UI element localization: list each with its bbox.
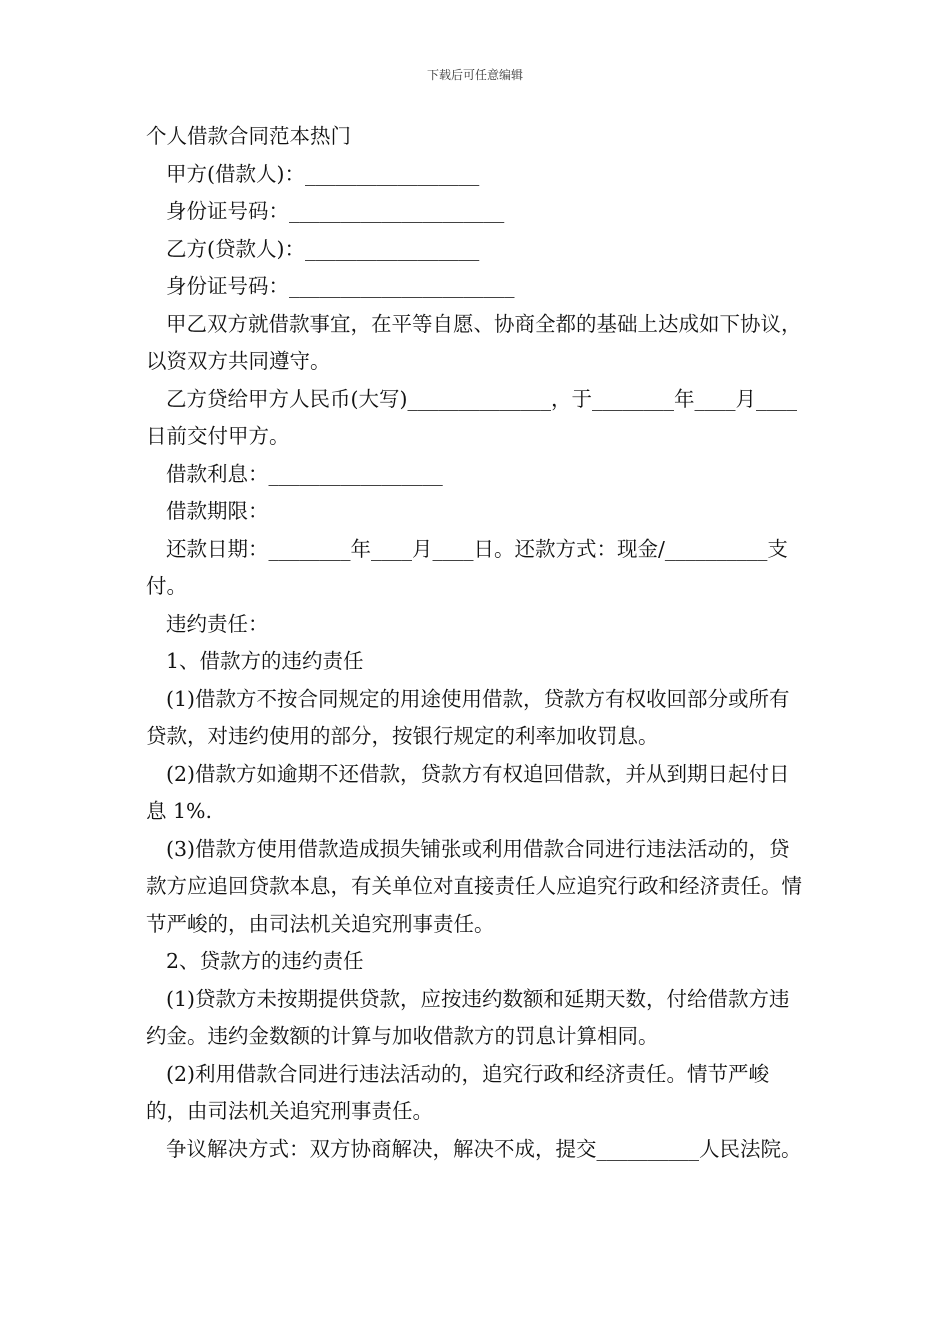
lender-line: 乙方(贷款人)：_________________ xyxy=(166,236,480,261)
liability-heading: 违约责任： xyxy=(166,611,269,636)
document-title: 个人借款合同范本热门 xyxy=(146,124,351,148)
lender-liability-heading: 2、贷款方的违约责任 xyxy=(166,949,364,973)
loan-interest-line: 借款利息：_________________ xyxy=(166,461,443,486)
dispute-resolution-clause: 争议解决方式：双方协商解决，解决不成，提交__________人民法院。 xyxy=(166,1136,802,1161)
lender-liability-item-1: (1)贷款方未按期提供贷款，应按违约数额和延期天数，付给借款方违约金。违约金数额的计算与加收借款方的罚息计算相同。 xyxy=(146,986,790,1048)
loan-amount-clause: 乙方贷给甲方人民币(大写)______________，于________年____月____日前交付甲方。 xyxy=(146,386,797,448)
borrower-line: 甲方(借款人)：_________________ xyxy=(166,161,480,186)
borrower-liability-heading: 1、借款方的违约责任 xyxy=(166,649,364,673)
contract-body xyxy=(146,118,810,1168)
borrower-liability-item-1: (1)借款方不按合同规定的用途使用借款，贷款方有权收回部分或所有贷款，对违约使用的部分，按银行规定的利率加收罚息。 xyxy=(146,686,790,748)
agreement-intro: 甲乙双方就借款事宜，在平等自愿、协商全都的基础上达成如下协议，以资双方共同遵守。 xyxy=(146,311,802,373)
lender-liability-item-2: (2)利用借款合同进行违法活动的，追究行政和经济责任。情节严峻的，由司法机关追究刑事责任。 xyxy=(146,1061,770,1123)
borrower-liability-item-2: (2)借款方如逾期不还借款，贷款方有权追回借款，并从到期日起付日息 1%. xyxy=(146,761,790,823)
repayment-clause: 还款日期：________年____月____日。还款方式：现金/__________支付。 xyxy=(146,536,788,598)
loan-term-line: 借款期限： xyxy=(166,499,269,523)
lender-id-line: 身份证号码：______________________ xyxy=(166,274,515,298)
page-header-note: 下载后可任意编辑 xyxy=(426,68,523,82)
borrower-liability-item-3: (3)借款方使用借款造成损失铺张或利用借款合同进行违法活动的，贷款方应追回贷款本息，有关单位对直接责任人应追究行政和经济责任。情节严峻的，由司法机关追究刑事责任。 xyxy=(146,836,802,936)
borrower-id-line: 身份证号码：_____________________ xyxy=(166,199,505,223)
